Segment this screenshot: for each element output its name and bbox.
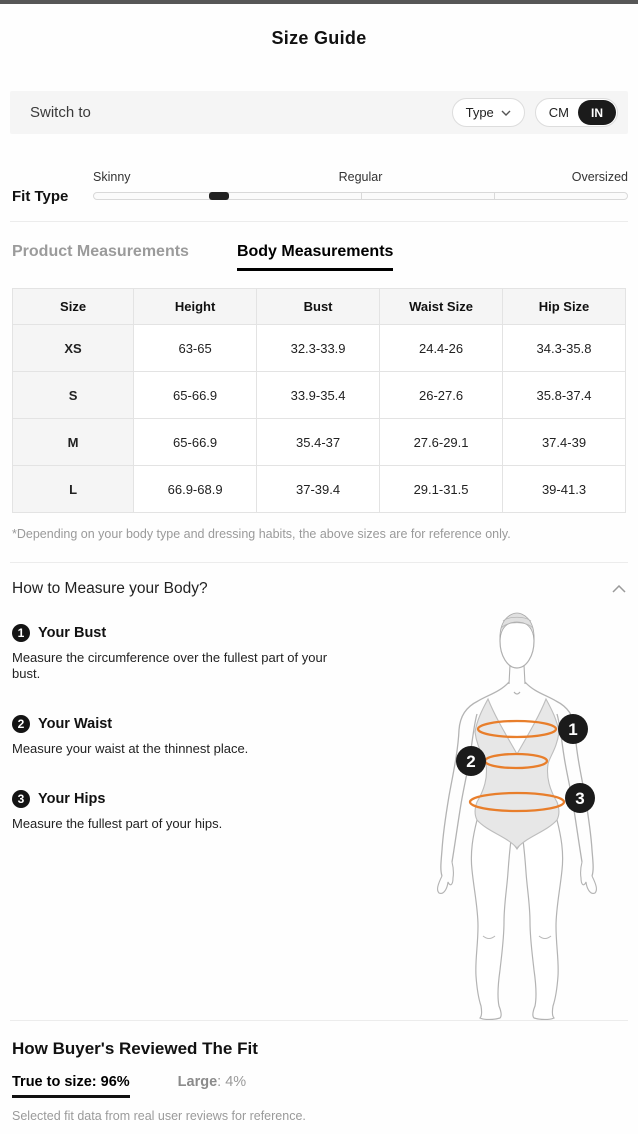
unit-toggle[interactable] <box>535 98 618 127</box>
cell-hip: 39-41.3 <box>503 466 626 513</box>
slider-tick <box>494 193 495 199</box>
stat-separator: : <box>217 1074 226 1090</box>
top-strip <box>0 0 638 4</box>
cell-height: 65-66.9 <box>134 372 257 419</box>
how-to-measure-content <box>12 624 626 1016</box>
cell-hip: 34.3-35.8 <box>503 325 626 372</box>
slider-labels <box>93 170 628 186</box>
divider <box>10 1020 628 1021</box>
chevron-down-icon <box>501 110 511 116</box>
cell-waist: 27.6-29.1 <box>380 419 503 466</box>
cell-size: L <box>13 466 134 513</box>
col-header-hip: Hip Size <box>503 289 626 325</box>
divider <box>10 221 628 222</box>
stat-true-to-size[interactable] <box>12 1074 130 1098</box>
review-section-title: How Buyer's Reviewed The Fit <box>12 1039 258 1058</box>
fit-type-slider[interactable] <box>93 170 628 200</box>
switch-controls <box>452 98 618 127</box>
table-row <box>13 372 626 419</box>
hips-number-badge <box>565 783 595 813</box>
svg-text:1: 1 <box>568 720 578 739</box>
switch-to-label: Switch to <box>30 104 91 121</box>
cell-bust: 33.9-35.4 <box>257 372 380 419</box>
table-row <box>13 466 626 513</box>
step-title: Your Hips <box>38 790 106 807</box>
waist-number-badge <box>456 746 486 776</box>
step-head <box>12 624 404 642</box>
table-header-row <box>13 289 626 325</box>
slider-handle[interactable] <box>209 192 229 200</box>
review-note: Selected fit data from real user reviews for reference. <box>12 1109 306 1123</box>
bust-number-badge <box>558 714 588 744</box>
fit-type-row <box>12 170 628 205</box>
stat-separator: : <box>91 1074 101 1090</box>
step-number-badge: 1 <box>12 624 30 642</box>
table-row <box>13 419 626 466</box>
divider <box>10 562 628 563</box>
cell-waist: 24.4-26 <box>380 325 503 372</box>
slider-label-oversized: Oversized <box>571 170 628 184</box>
measurement-tabs <box>12 243 626 271</box>
step-head <box>12 790 404 808</box>
cell-height: 65-66.9 <box>134 419 257 466</box>
cell-bust: 35.4-37 <box>257 419 380 466</box>
stat-label: Large <box>177 1074 218 1090</box>
cell-bust: 32.3-33.9 <box>257 325 380 372</box>
step-number-badge: 2 <box>12 715 30 733</box>
step-title: Your Waist <box>38 715 113 732</box>
type-dropdown-label: Type <box>465 105 494 120</box>
cell-height: 63-65 <box>134 325 257 372</box>
cell-waist: 29.1-31.5 <box>380 466 503 513</box>
cell-height: 66.9-68.9 <box>134 466 257 513</box>
stat-value: 96% <box>100 1074 130 1090</box>
col-header-height: Height <box>134 289 257 325</box>
measure-step-waist <box>12 715 404 757</box>
col-header-waist: Waist Size <box>380 289 503 325</box>
stat-large[interactable] <box>178 1074 247 1095</box>
cell-size: S <box>13 372 134 419</box>
cell-hip: 37.4-39 <box>503 419 626 466</box>
step-title: Your Bust <box>38 625 107 641</box>
step-head <box>12 715 404 733</box>
table-footnote: *Depending on your body type and dressing habits, the above sizes are for reference only. <box>12 527 511 541</box>
size-table <box>12 288 626 513</box>
step-description: Measure your waist at the thinnest place. <box>12 740 249 756</box>
slider-label-regular: Regular <box>338 170 383 184</box>
step-description: Measure the circumference over the fullest part of your bust. <box>12 650 328 681</box>
unit-in-option-selected[interactable]: IN <box>578 100 616 125</box>
stat-value: 4% <box>225 1074 247 1090</box>
measure-step-bust <box>12 624 404 682</box>
how-to-measure-header[interactable] <box>12 580 626 598</box>
cell-size: XS <box>13 325 134 372</box>
table-row <box>13 325 626 372</box>
slider-track[interactable] <box>93 192 628 200</box>
slider-tick <box>361 193 362 199</box>
body-measurement-illustration <box>400 608 634 1020</box>
figure-right-leg <box>523 820 563 1020</box>
figure-left-leg <box>471 820 511 1020</box>
cell-bust: 37-39.4 <box>257 466 380 513</box>
col-header-size: Size <box>13 289 134 325</box>
fit-review-stats <box>12 1074 626 1098</box>
page-title: Size Guide <box>271 28 367 48</box>
fit-type-label: Fit Type <box>12 188 69 205</box>
how-to-measure-title: How to Measure your Body? <box>12 580 208 597</box>
unit-cm-option[interactable]: CM <box>548 105 569 120</box>
slider-label-skinny: Skinny <box>93 170 131 184</box>
col-header-bust: Bust <box>257 289 380 325</box>
cell-waist: 26-27.6 <box>380 372 503 419</box>
measure-steps <box>12 624 404 831</box>
svg-text:3: 3 <box>575 789 585 808</box>
cell-size: M <box>13 419 134 466</box>
stat-label: True to size <box>12 1074 92 1090</box>
type-dropdown-button[interactable] <box>452 98 525 127</box>
chevron-up-icon[interactable] <box>612 585 626 593</box>
measure-step-hips <box>12 790 404 832</box>
cell-hip: 35.8-37.4 <box>503 372 626 419</box>
tab-product-measurements[interactable]: Product Measurements <box>12 243 189 260</box>
step-number-badge: 3 <box>12 790 30 808</box>
tab-body-measurements[interactable]: Body Measurements <box>237 243 394 271</box>
switch-bar <box>10 91 628 134</box>
svg-text:2: 2 <box>466 752 476 771</box>
step-description: Measure the fullest part of your hips. <box>12 815 223 831</box>
